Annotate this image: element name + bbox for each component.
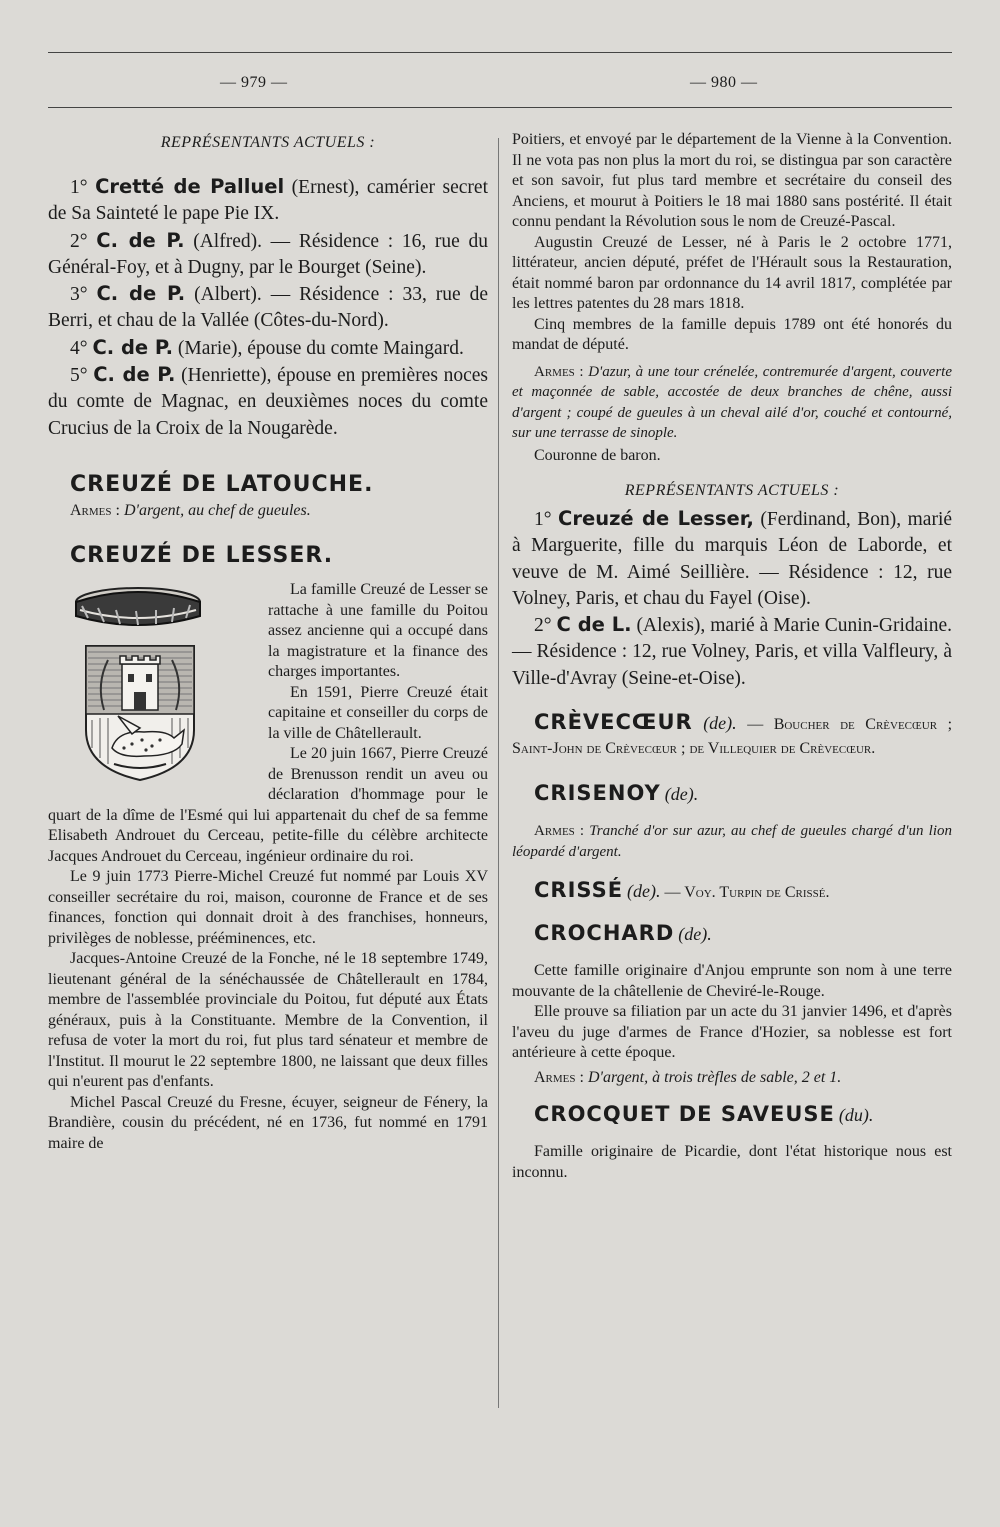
rep-num: 1° <box>534 509 552 530</box>
rep-text: (Albert). — Résidence : 33, rue de Berri, et chau de la Vallée (Côtes-du-Nord). <box>48 284 488 332</box>
crocquet-particle: (du). <box>838 1105 874 1126</box>
crochard-armes <box>512 1068 952 1089</box>
lesser-paragraph: La famille Creuzé de Lesser se rattache à une famille du Poitou assez ancienne qui a occupé dans la magistrature et la finance des charges importantes. <box>268 581 488 681</box>
right-column <box>512 130 952 1183</box>
rep-entry <box>48 335 488 362</box>
crisenoy-armes <box>512 821 952 862</box>
rep-num: 5° <box>70 365 88 387</box>
armes-label: Armes : <box>534 823 585 840</box>
rep-entry <box>48 362 488 442</box>
crevecoeur-text: — Boucher de Crèvecœur ; Saint-John de Crèvecœur ; de Villequier de Crèvecœur. <box>512 716 953 758</box>
lesser-paragraph: Le 9 juin 1773 Pierre-Michel Creuzé fut nommé par Louis XV conseiller secrétaire du roi, maison, couronne de France et de ses finances, fonction qui donnait droit à des franchises, honneurs, privilèges de noblesse, prééminences, etc. <box>48 868 488 947</box>
rep-name: C. de P. <box>92 335 174 359</box>
rep-num: 1° <box>70 177 88 198</box>
armes-text: D'argent, à trois trèfles de sable, 2 et 1. <box>587 1068 842 1086</box>
continued-paragraph: Poitiers, et envoyé par le département de la Vienne à la Convention. Il ne vota pas non plus la mort du roi, se distingua par son caractère et son savoir, fut plus tard membre et secrétaire du conseil des Anciens, et mourut à Poitiers le 18 mai 1880 sans postérité. Il était connu pendant la Révolution sous le nom de Creuzé-Pascal. <box>512 131 952 230</box>
rep-text: (Henriette), épouse en premières noces du comte de Magnac, en deuxièmes noces du comte Crucius de la Croix de la Nougarède. <box>48 365 488 439</box>
crevecoeur-heading: CRÈVECŒUR <box>534 710 693 735</box>
crevecoeur-entry <box>512 710 952 761</box>
lesser-paragraph: Michel Pascal Creuzé du Fresne, écuyer, seigneur de Fénery, la Brandière, cousin du précédent, né en 1736, fut nommé en 1791 maire de <box>48 1093 488 1152</box>
rep-name: C. de P. <box>93 363 176 387</box>
crisse-text: — Voy. Turpin de Crissé. <box>664 884 830 902</box>
lesser-paragraph: En 1591, Pierre Creuzé était capitaine et conseiller du corps de la ville de Châtellerault. <box>268 683 488 742</box>
crocquet-paragraph: Famille originaire de Picardie, dont l'état historique nous est inconnu. <box>512 1143 952 1181</box>
armes-text: D'azur, à une tour crénelée, contremurée d'argent, couverte et maçonnée de sable, accostée de deux branches de chêne, aussi d'argent ; coupé de gueules à un cheval ailé d'or, couché et contourné, sur une terrasse de sinople. <box>512 363 952 441</box>
armes-label: Armes : <box>534 1068 584 1086</box>
column-divider <box>498 138 499 1408</box>
latouche-heading: CREUZÉ DE LATOUCHE. <box>70 471 374 497</box>
rep-name: C. de P. <box>96 228 185 252</box>
rep-name: C de L. <box>556 613 632 637</box>
armes-text: D'argent, au chef de gueules. <box>123 501 311 519</box>
rep-num: 2° <box>70 230 88 252</box>
crisenoy-heading: CRISENOY <box>534 781 661 806</box>
crisse-particle: (de). <box>627 881 661 902</box>
page-number-right: — 980 — <box>690 74 758 91</box>
rep-num: 2° <box>534 615 552 637</box>
rep-heading-left: REPRÉSENTANTS ACTUELS : <box>160 134 376 151</box>
crochard-paragraph: Elle prouve sa filiation par un acte du 31 janvier 1496, et d'après l'aveu du juge d'armes de France d'Hozier, sa noblesse est fort antérieure à cette époque. <box>512 1003 952 1062</box>
couronne-line: Couronne de baron. <box>534 446 661 464</box>
rep-name: Cretté de Palluel <box>95 175 285 198</box>
crochard-paragraph: Cette famille originaire d'Anjou emprunte son nom à une terre mouvante de la châtellenie de Cheviré-le-Rouge. <box>512 962 952 1000</box>
top-rule <box>48 52 952 53</box>
page-number-left: — 979 — <box>220 74 288 91</box>
crochard-entry <box>512 921 952 945</box>
lesser-paragraph: Le 20 juin 1667, Pierre Creuzé de Brenusson rendit un aveu ou déclaration d'hommage pour le quart de la dîme de l'Esmé qui lui appartenait du chef de sa femme Elisabeth Androuet du Cerceau, petite-fille du célèbre architecte Jacques Androuet du Cerceau, ingénieur ordinaire du roi. <box>48 745 488 865</box>
rep-entry <box>512 506 952 612</box>
continued-paragraph: Augustin Creuzé de Lesser, né à Paris le 2 octobre 1771, littérateur, ancien député, préfet de l'Hérault sous la Restauration, était nommé baron par ordonnance du 14 avril 1817, complétée par les lettres patentes du 28 mars 1818. <box>512 233 952 312</box>
rep-text: (Marie), épouse du comte Maingard. <box>177 337 464 359</box>
lesser-armes <box>512 362 952 444</box>
coat-of-arms-image <box>48 580 248 785</box>
crochard-heading: CROCHARD <box>534 921 675 946</box>
continued-paragraph: Cinq membres de la famille depuis 1789 ont été honorés du mandat de député. <box>512 315 952 353</box>
rep-text: (Ernest), camérier secret de Sa Sainteté le pape Pie IX. <box>48 177 488 225</box>
crisse-heading: CRISSÉ <box>534 878 624 903</box>
rep-list-left <box>48 174 488 442</box>
crisenoy-particle: (de). <box>664 784 699 805</box>
rep-heading-right: REPRÉSENTANTS ACTUELS : <box>624 482 840 499</box>
header-rule <box>48 107 952 108</box>
crocquet-heading: CROCQUET DE SAVEUSE <box>534 1102 835 1127</box>
rep-entry <box>48 228 488 282</box>
armes-text: Tranché d'or sur azur, au chef de gueules chargé d'un lion léopardé d'argent. <box>512 823 952 860</box>
rep-num: 4° <box>70 337 88 359</box>
latouche-armes <box>48 501 488 522</box>
crisse-entry <box>512 878 952 905</box>
rep-name: Creuzé de Lesser, <box>558 507 754 530</box>
armes-label: Armes : <box>70 501 120 519</box>
crisenoy-entry <box>512 781 952 805</box>
rep-entry <box>48 174 488 228</box>
rep-name: C. de P. <box>96 282 186 306</box>
crevecoeur-particle: (de). <box>703 713 737 734</box>
rep-text: (Ferdinand, Bon), marié à Marguerite, fille du marquis Léon de Laborde, et veuve de M. Aimé Seillière. — Résidence : 12, rue Volney, Paris, et chau du Fayel (Oise). <box>512 509 953 609</box>
rep-entry <box>48 281 488 335</box>
crochard-particle: (de). <box>678 924 712 945</box>
rep-text: (Alexis), marié à Marie Cunin-Gridaine. — Résidence : 12, rue Volney, Paris, et villa Valfleury, à Ville-d'Avray (Seine-et-Oise). <box>512 615 952 689</box>
coat-of-arms-figure <box>48 580 268 790</box>
lesser-paragraph: Jacques-Antoine Creuzé de la Fonche, né le 18 septembre 1749, lieutenant général de la sénéchaussée de Châtellerault en 1784, membre de l'assemblée provinciale du Poitou, fut député aux États généraux, puis à la Constituante. Membre de la Convention, il refusa de voter la mort du roi, fut plus tard sénateur et membre de l'Institut. Il mourut le 22 septembre 1800, ne laissant que deux filles qui n'eurent pas d'enfants. <box>48 950 488 1091</box>
lesser-heading: CREUZÉ DE LESSER. <box>70 543 334 569</box>
rep-entry <box>512 612 952 692</box>
left-column <box>48 130 488 1154</box>
rep-num: 3° <box>70 284 88 306</box>
rep-text: (Alfred). — Résidence : 16, rue du Général-Foy, et à Dugny, par le Bourget (Seine). <box>48 230 488 278</box>
crocquet-entry <box>512 1102 952 1126</box>
armes-label: Armes : <box>534 363 584 380</box>
